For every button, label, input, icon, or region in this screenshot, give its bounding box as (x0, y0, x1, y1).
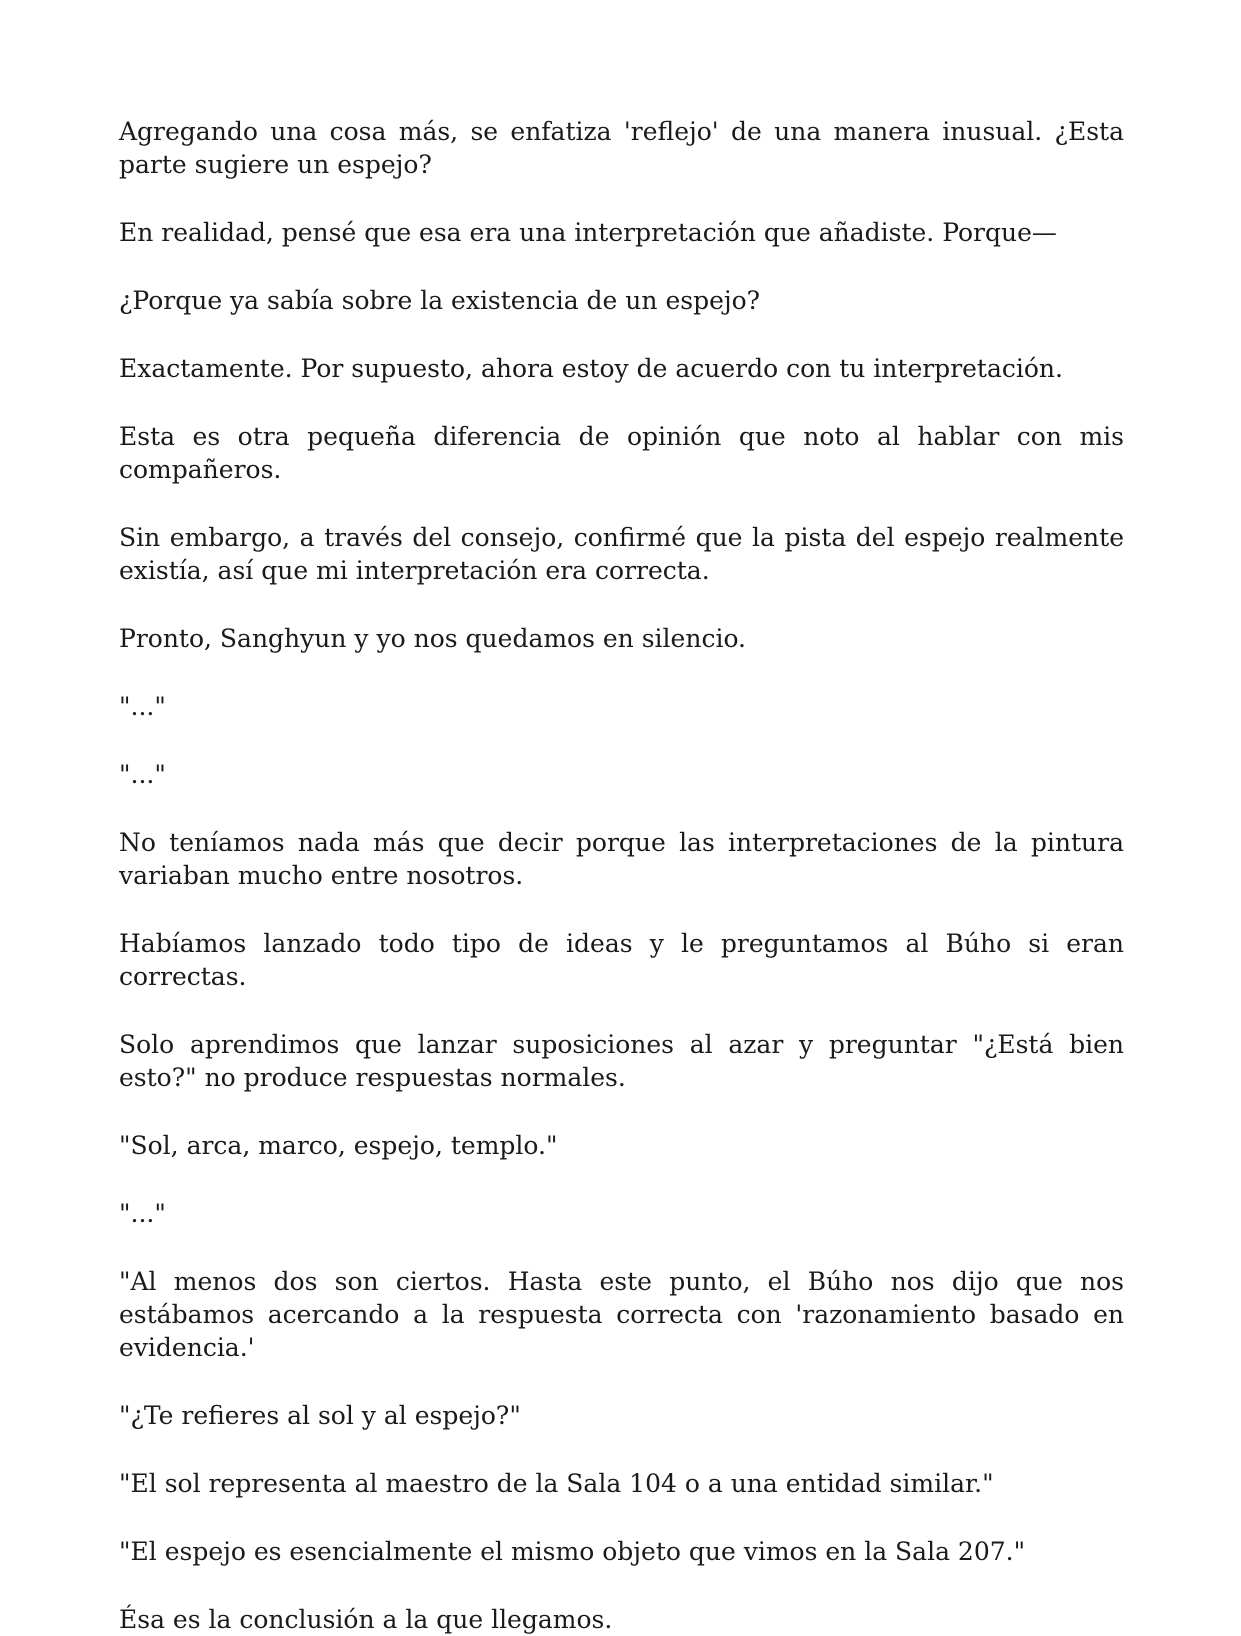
paragraph-13: "Sol, arca, marco, espejo, templo." (119, 1131, 558, 1160)
paragraph-11: Habíamos lanzado todo tipo de ideas y le preguntamos al Búho si eran correctas. (119, 929, 1124, 991)
paragraph-16: "¿Te refieres al sol y al espejo?" (119, 1401, 521, 1430)
paragraph-7: Pronto, Sanghyun y yo nos quedamos en silencio. (119, 624, 747, 653)
paragraph-10: No teníamos nada más que decir porque las interpretaciones de la pintura variaban mucho entre nosotros. (119, 828, 1124, 890)
paragraph-15: "Al menos dos son ciertos. Hasta este punto, el Búho nos dijo que nos estábamos acercando a la respuesta correcta con 'razonamiento basado en evidencia.' (119, 1267, 1124, 1362)
paragraph-18: "El espejo es esencialmente el mismo objeto que vimos en la Sala 207." (119, 1537, 1026, 1566)
paragraph-8: "..." (119, 692, 166, 721)
paragraph-9: "..." (119, 760, 166, 789)
paragraph-14: "..." (119, 1199, 166, 1228)
paragraph-2: En realidad, pensé que esa era una interpretación que añadiste. Porque— (119, 218, 1057, 247)
paragraph-17: "El sol representa al maestro de la Sala 104 o a una entidad similar." (119, 1469, 994, 1498)
paragraph-1: Agregando una cosa más, se enfatiza 'reflejo' de una manera inusual. ¿Esta parte sugiere un espejo? (119, 117, 1124, 179)
paragraph-5: Esta es otra pequeña diferencia de opinión que noto al hablar con mis compañeros. (119, 422, 1124, 484)
paragraph-3: ¿Porque ya sabía sobre la existencia de un espejo? (119, 286, 761, 315)
paragraph-6: Sin embargo, a través del consejo, confirmé que la pista del espejo realmente existía, así que mi interpretación era correcta. (119, 523, 1124, 585)
document-page (119, 115, 1124, 1636)
paragraph-4: Exactamente. Por supuesto, ahora estoy de acuerdo con tu interpretación. (119, 354, 1063, 383)
paragraph-19: Ésa es la conclusión a la que llegamos. (119, 1605, 613, 1634)
paragraph-12: Solo aprendimos que lanzar suposiciones al azar y preguntar "¿Está bien esto?" no produce respuestas normales. (119, 1030, 1124, 1092)
